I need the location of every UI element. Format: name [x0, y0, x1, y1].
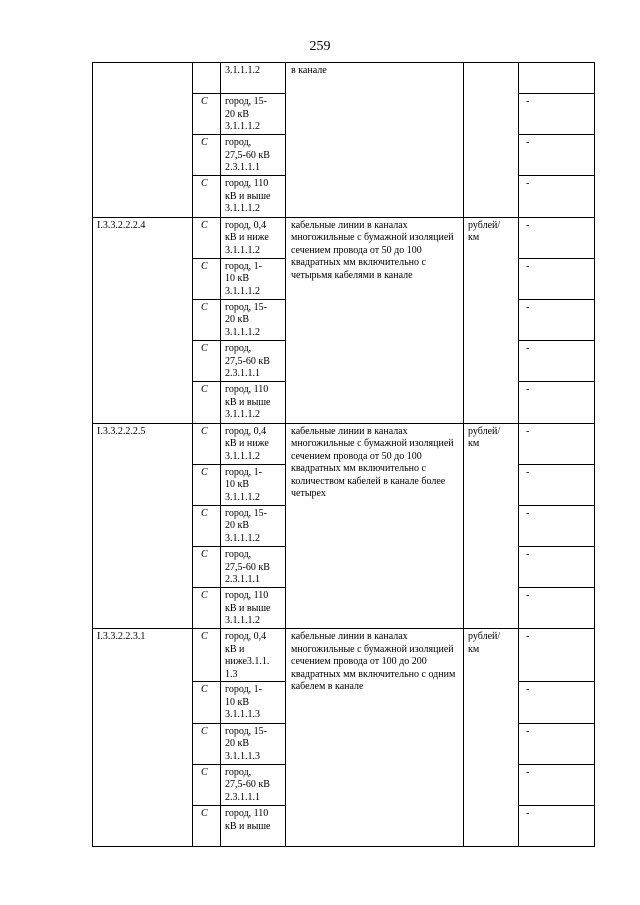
letter-cell: С	[193, 94, 221, 135]
letter-cell: С	[193, 382, 221, 423]
value-cell: -	[519, 341, 595, 382]
region-cell: город, 0,4 кВ и ниже 3.1.1.1.2	[221, 217, 286, 258]
code-cell: I.3.3.2.2.2.4	[93, 217, 193, 423]
letter-cell: С	[193, 135, 221, 176]
value-cell: -	[519, 299, 595, 340]
value-cell: -	[519, 629, 595, 682]
letter-cell: С	[193, 423, 221, 464]
region-cell: город, 27,5-60 кВ 2.3.1.1.1	[221, 547, 286, 588]
region-cell: город, 15- 20 кВ 3.1.1.1.3	[221, 723, 286, 764]
value-cell: -	[519, 94, 595, 135]
unit-cell: рублей/ км	[464, 423, 519, 629]
unit-cell: рублей/ км	[464, 217, 519, 423]
description-cell: кабельные линии в каналах многожильные с бумажной изоляцией сечением провода от 50 до 100 квадратных мм включительно с четырьмя кабелями в канале	[286, 217, 464, 423]
value-cell: -	[519, 547, 595, 588]
tariff-table	[92, 62, 595, 847]
value-cell: -	[519, 464, 595, 505]
value-cell: -	[519, 723, 595, 764]
value-cell: -	[519, 764, 595, 805]
letter-cell: С	[193, 217, 221, 258]
letter-cell: С	[193, 505, 221, 546]
letter-cell: С	[193, 341, 221, 382]
letter-cell: С	[193, 547, 221, 588]
value-cell: -	[519, 588, 595, 629]
table-row	[93, 217, 595, 258]
description-cell: в канале	[286, 63, 464, 218]
value-cell: -	[519, 423, 595, 464]
region-cell: город, 15- 20 кВ 3.1.1.1.2	[221, 94, 286, 135]
region-cell: город, 27,5-60 кВ 2.3.1.1.1	[221, 341, 286, 382]
region-cell: город, 15- 20 кВ 3.1.1.1.2	[221, 505, 286, 546]
region-cell: город, 110 кВ и выше 3.1.1.1.2	[221, 382, 286, 423]
unit-cell: рублей/ км	[464, 629, 519, 847]
code-cell: I.3.3.2.2.3.1	[93, 629, 193, 847]
region-cell: город, 27,5-60 кВ 2.3.1.1.1	[221, 764, 286, 805]
code-cell: I.3.3.2.2.2.5	[93, 423, 193, 629]
description-cell: кабельные линии в каналах многожильные с бумажной изоляцией сечением провода от 100 до 200 квадратных мм включительно с одним кабелем в канале	[286, 629, 464, 847]
value-cell: -	[519, 382, 595, 423]
code-cell	[93, 63, 193, 218]
region-cell: город, 0,4 кВ и ниже 3.1.1.1.2	[221, 423, 286, 464]
value-cell: -	[519, 258, 595, 299]
letter-cell: С	[193, 588, 221, 629]
region-cell: город, 110 кВ и выше 3.1.1.1.2	[221, 588, 286, 629]
region-cell: 3.1.1.1.2	[221, 63, 286, 94]
value-cell	[519, 63, 595, 94]
region-cell: город, 1- 10 кВ 3.1.1.1.3	[221, 682, 286, 723]
table-row	[93, 629, 595, 682]
value-cell: -	[519, 682, 595, 723]
value-cell: -	[519, 806, 595, 847]
value-cell: -	[519, 176, 595, 217]
region-cell: город, 1- 10 кВ 3.1.1.1.2	[221, 258, 286, 299]
region-cell: город, 27,5-60 кВ 2.3.1.1.1	[221, 135, 286, 176]
letter-cell	[193, 63, 221, 94]
table-row	[93, 423, 595, 464]
letter-cell: С	[193, 764, 221, 805]
region-cell: город, 1- 10 кВ 3.1.1.1.2	[221, 464, 286, 505]
letter-cell: С	[193, 806, 221, 847]
region-cell: город, 15- 20 кВ 3.1.1.1.2	[221, 299, 286, 340]
unit-cell	[464, 63, 519, 218]
region-cell: город, 110 кВ и выше 3.1.1.1.2	[221, 176, 286, 217]
value-cell: -	[519, 505, 595, 546]
region-cell: город, 0,4 кВ и ниже3.1.1. 1.3	[221, 629, 286, 682]
letter-cell: С	[193, 299, 221, 340]
description-cell: кабельные линии в каналах многожильные с бумажной изоляцией сечением провода от 50 до 100 квадратных мм включительно с количеством кабелей в канале более четырех	[286, 423, 464, 629]
letter-cell: С	[193, 629, 221, 682]
letter-cell: С	[193, 258, 221, 299]
page-number: 259	[309, 39, 331, 54]
letter-cell: С	[193, 176, 221, 217]
letter-cell: С	[193, 682, 221, 723]
letter-cell: С	[193, 723, 221, 764]
region-cell: город, 110 кВ и выше	[221, 806, 286, 847]
letter-cell: С	[193, 464, 221, 505]
table-row	[93, 63, 595, 94]
value-cell: -	[519, 135, 595, 176]
value-cell: -	[519, 217, 595, 258]
